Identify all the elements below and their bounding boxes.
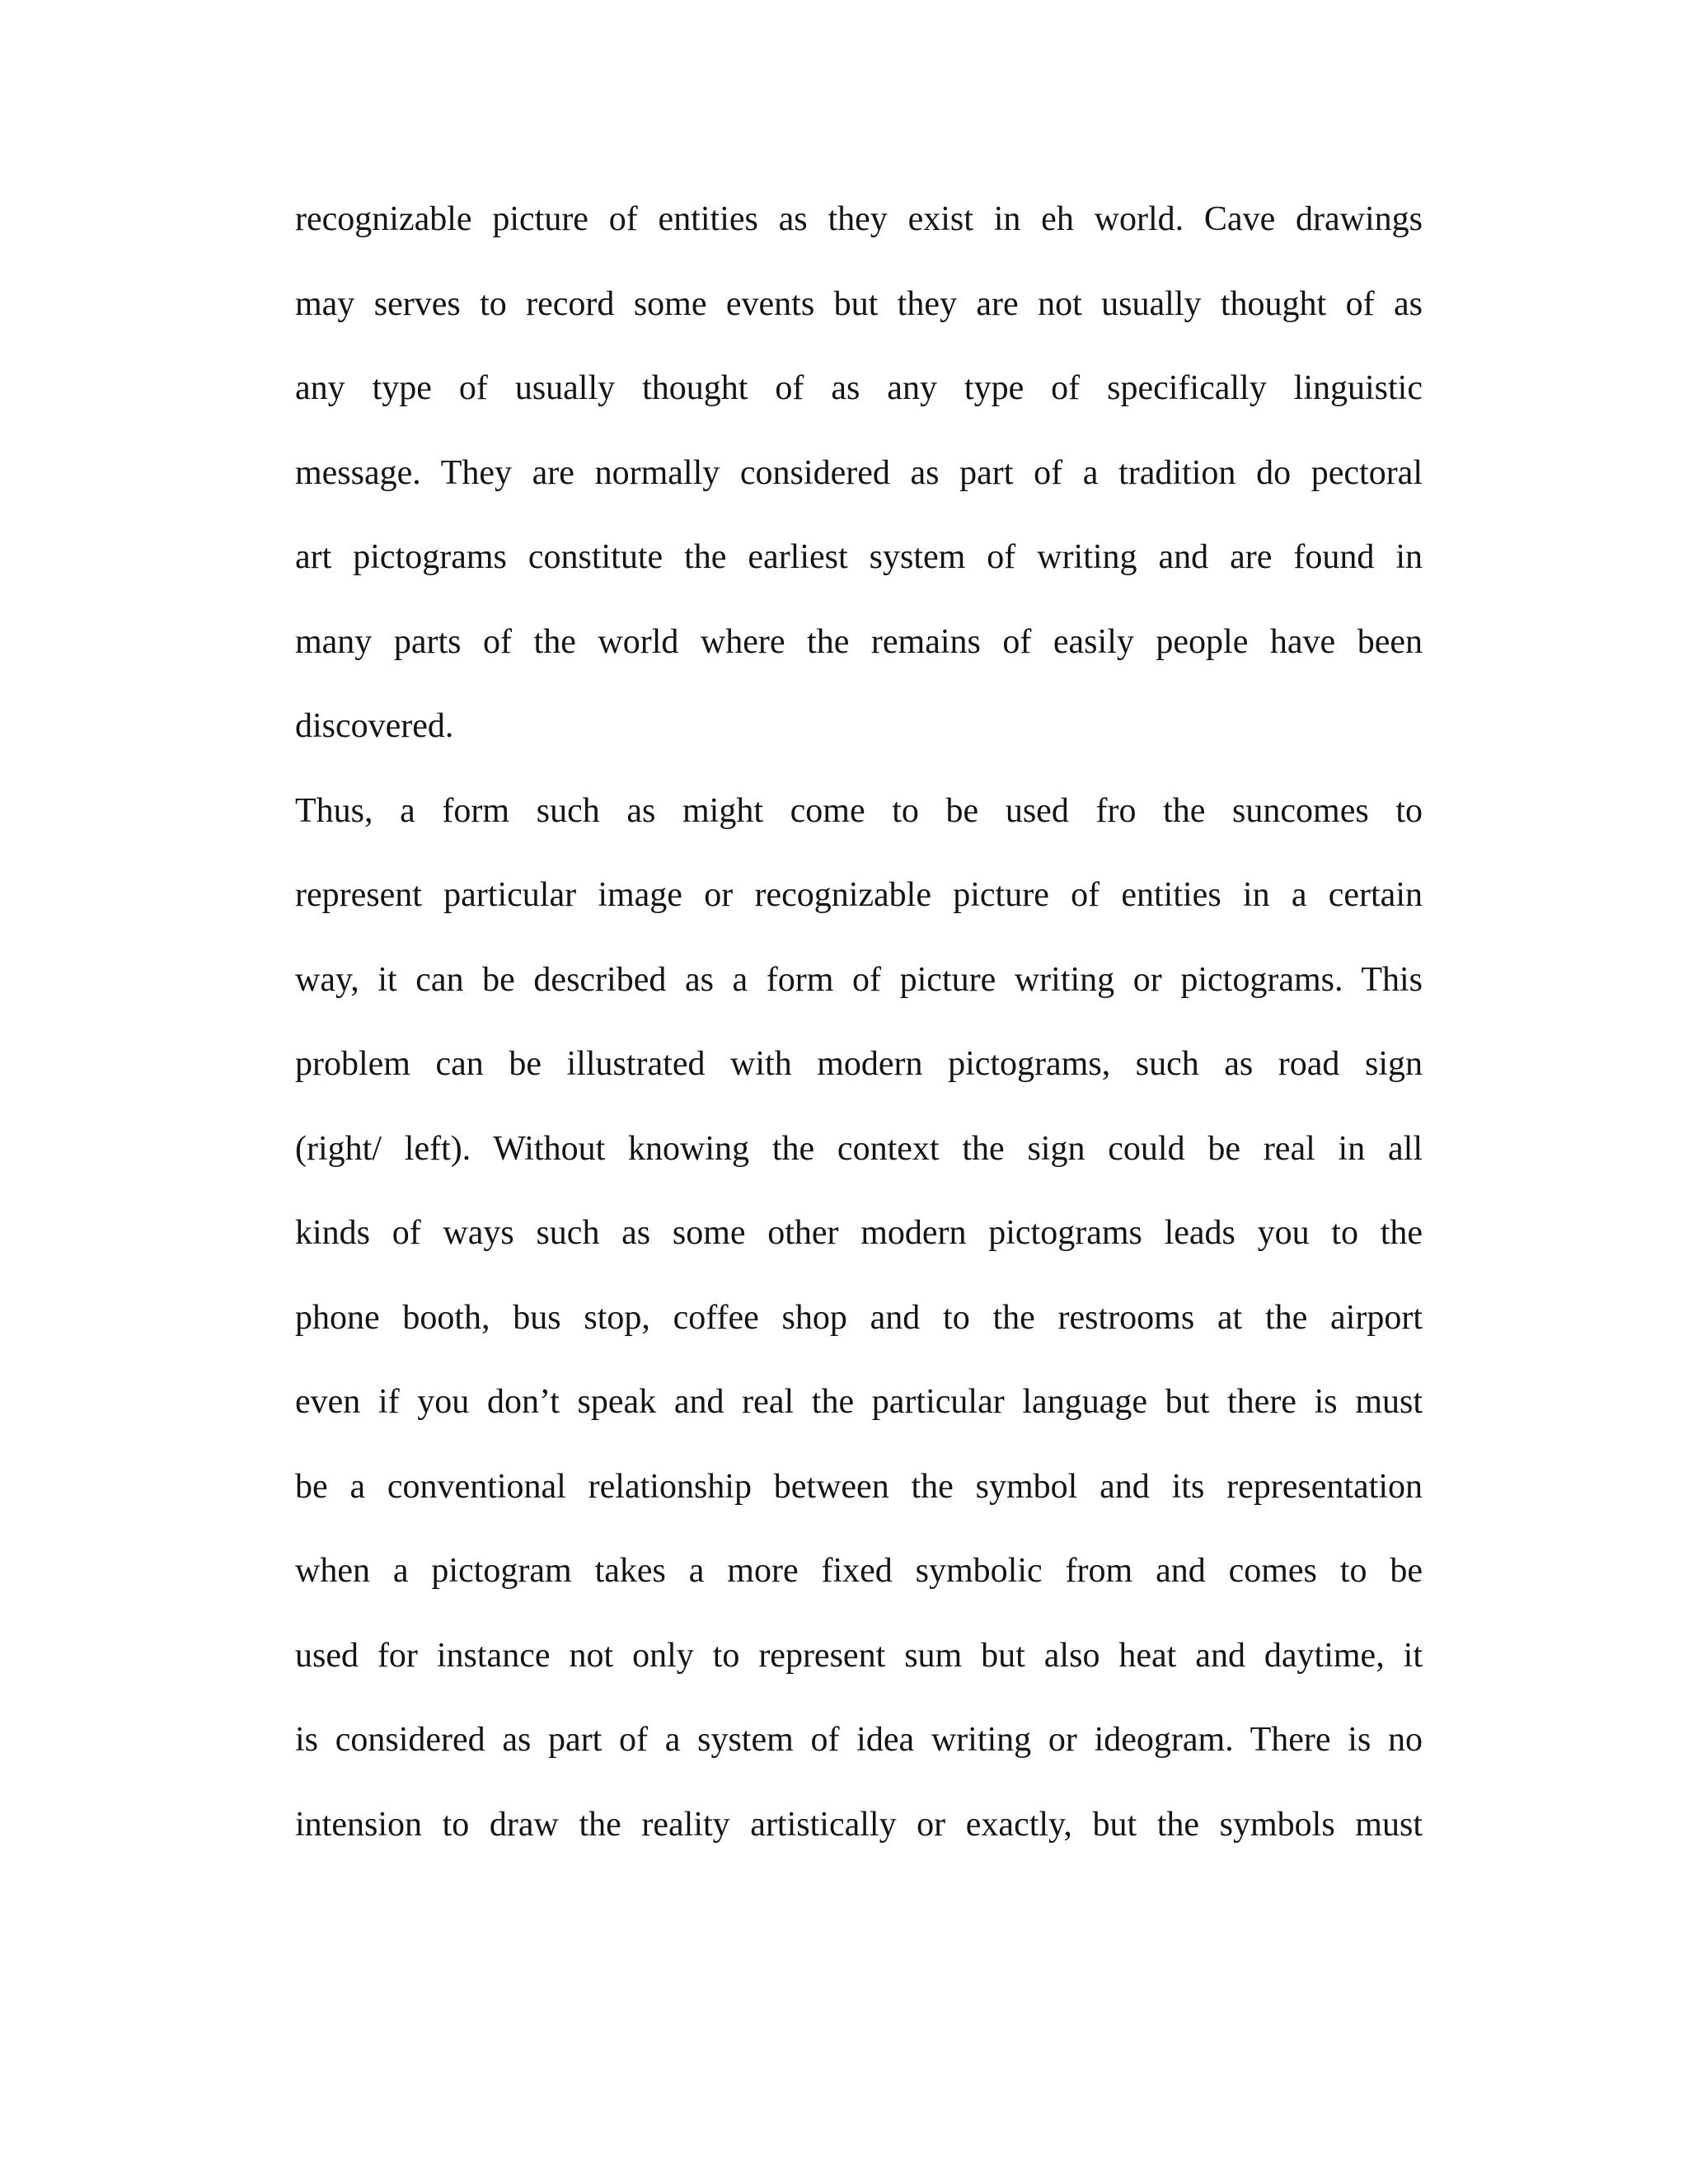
text-line: way, it can be described as a form of picture writing or pictograms. This xyxy=(295,960,1423,999)
paragraph xyxy=(295,780,1423,1878)
text-line: Thus, a form such as might come to be used fro the suncomes to xyxy=(295,791,1423,830)
text-line: art pictograms constitute the earliest system of writing and are found in xyxy=(295,538,1423,576)
text-line: may serves to record some events but they are not usually thought of as xyxy=(295,284,1423,323)
text-line: used for instance not only to represent sum but also heat and daytime, it xyxy=(295,1636,1423,1675)
text-line: is considered as part of a system of idea writing or ideogram. There is no xyxy=(295,1721,1423,1759)
text-line: phone booth, bus stop, coffee shop and to the restrooms at the airport xyxy=(295,1298,1423,1337)
text-line: intension to draw the reality artistically or exactly, but the symbols must xyxy=(295,1805,1423,1844)
body-text xyxy=(295,188,1423,1877)
text-line: many parts of the world where the remains of easily people have been xyxy=(295,622,1423,661)
text-line: any type of usually thought of as any type of specifically linguistic xyxy=(295,369,1423,407)
text-line: discovered. xyxy=(295,707,454,745)
text-line: message. They are normally considered as part of a tradition do pectoral xyxy=(295,453,1423,492)
text-line: represent particular image or recognizable picture of entities in a certain xyxy=(295,876,1423,914)
text-line: problem can be illustrated with modern pictograms, such as road sign xyxy=(295,1045,1423,1083)
paragraph xyxy=(295,188,1423,780)
text-line: even if you don’t speak and real the particular language but there is must xyxy=(295,1383,1423,1421)
text-line: (right/ left). Without knowing the context the sign could be real in all xyxy=(295,1129,1423,1168)
text-line: when a pictogram takes a more fixed symbolic from and comes to be xyxy=(295,1552,1423,1590)
text-line: recognizable picture of entities as they exist in eh world. Cave drawings xyxy=(295,200,1423,238)
text-line: kinds of ways such as some other modern pictograms leads you to the xyxy=(295,1214,1423,1252)
text-line: be a conventional relationship between the symbol and its representation xyxy=(295,1467,1423,1506)
